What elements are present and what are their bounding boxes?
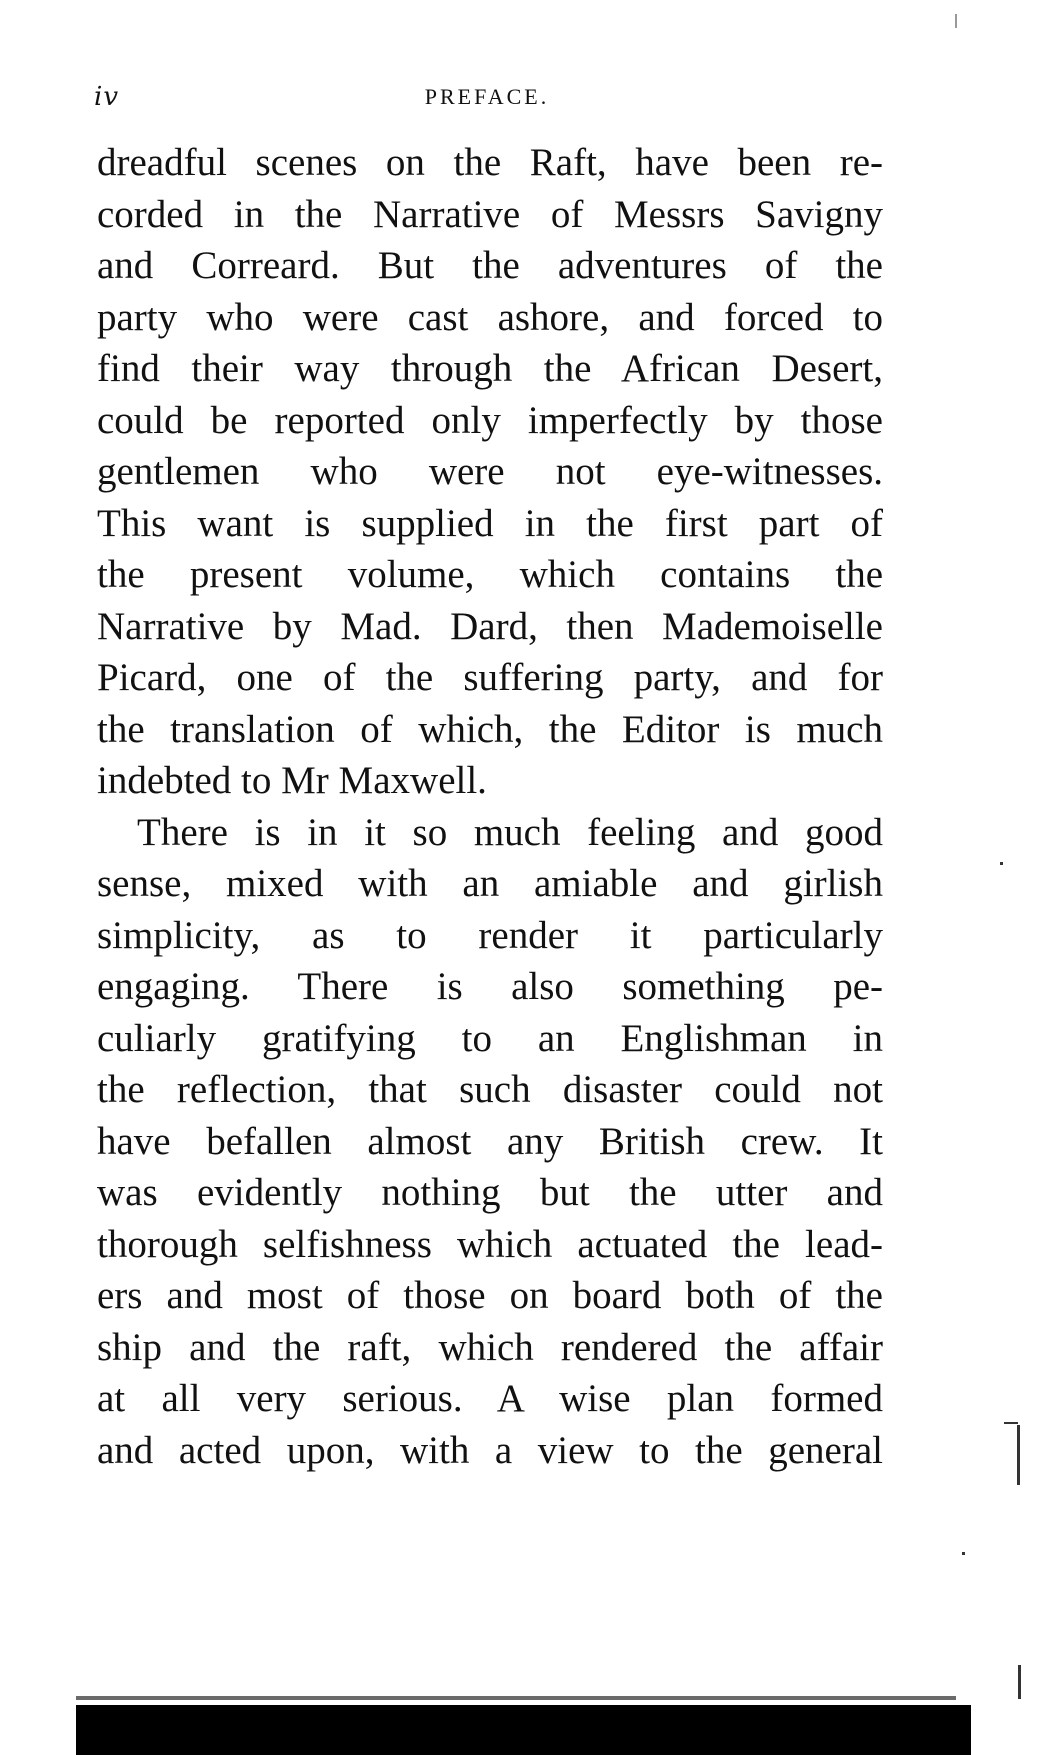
text-line: ship and the raft, which rendered the affair: [97, 1325, 883, 1369]
page-number: iv: [94, 82, 120, 112]
page-header: [94, 82, 880, 122]
text-line: dreadful scenes on the Raft, have been re-: [97, 141, 883, 184]
text-line: at all very serious. A wise plan formed: [97, 1377, 883, 1420]
text-line: the reflection, that such disaster could not: [97, 1068, 883, 1111]
body-text: [97, 137, 883, 1476]
text-line: could be reported only imperfectly by those: [97, 398, 883, 442]
scan-mark: [1017, 1425, 1020, 1485]
text-line: gentlemen who were not eye-witnesses.: [97, 450, 883, 493]
text-line: party who were cast ashore, and forced to: [97, 295, 883, 339]
text-line: sense, mixed with an amiable and girlish: [97, 862, 883, 905]
text-line: Picard, one of the suffering party, and for: [97, 656, 883, 699]
text-line: ers and most of those on board both of the: [97, 1274, 883, 1317]
running-head: PREFACE.: [424, 84, 550, 109]
text-line: corded in the Narrative of Messrs Savigny: [97, 192, 883, 236]
paragraph-2: [97, 807, 883, 1477]
text-line: the present volume, which contains the: [97, 553, 883, 596]
scan-mark: [1018, 1665, 1021, 1699]
text-line: Narrative by Mad. Dard, then Mademoiselle: [97, 604, 883, 648]
text-line: simplicity, as to render it particularly: [97, 913, 883, 957]
text-line: culiarly gratifying to an Englishman in: [97, 1016, 883, 1060]
scan-mark: [1004, 1422, 1018, 1424]
text-line: the translation of which, the Editor is much: [97, 707, 883, 751]
text-line: indebted to Mr Maxwell.: [97, 759, 487, 802]
page-bottom-edge: [76, 1696, 956, 1700]
scan-mark: [962, 1552, 965, 1555]
text-line: This want is supplied in the first part of: [97, 501, 883, 545]
text-line: engaging. There is also something pe-: [97, 965, 883, 1008]
paragraph-1: [97, 137, 883, 807]
text-line: and Correard. But the adventures of the: [97, 244, 883, 287]
scan-mark: [1000, 862, 1003, 865]
scan-mark: [955, 14, 957, 28]
text-line: thorough selfishness which actuated the lead-: [97, 1222, 883, 1266]
scan-bottom-shadow: [76, 1705, 971, 1755]
text-line: have befallen almost any British crew. It: [97, 1119, 883, 1163]
text-line: find their way through the African Desert,: [97, 347, 883, 390]
text-line: There is in it so much feeling and good: [137, 810, 883, 854]
text-line: and acted upon, with a view to the general: [97, 1428, 883, 1472]
text-line: was evidently nothing but the utter and: [97, 1171, 883, 1214]
